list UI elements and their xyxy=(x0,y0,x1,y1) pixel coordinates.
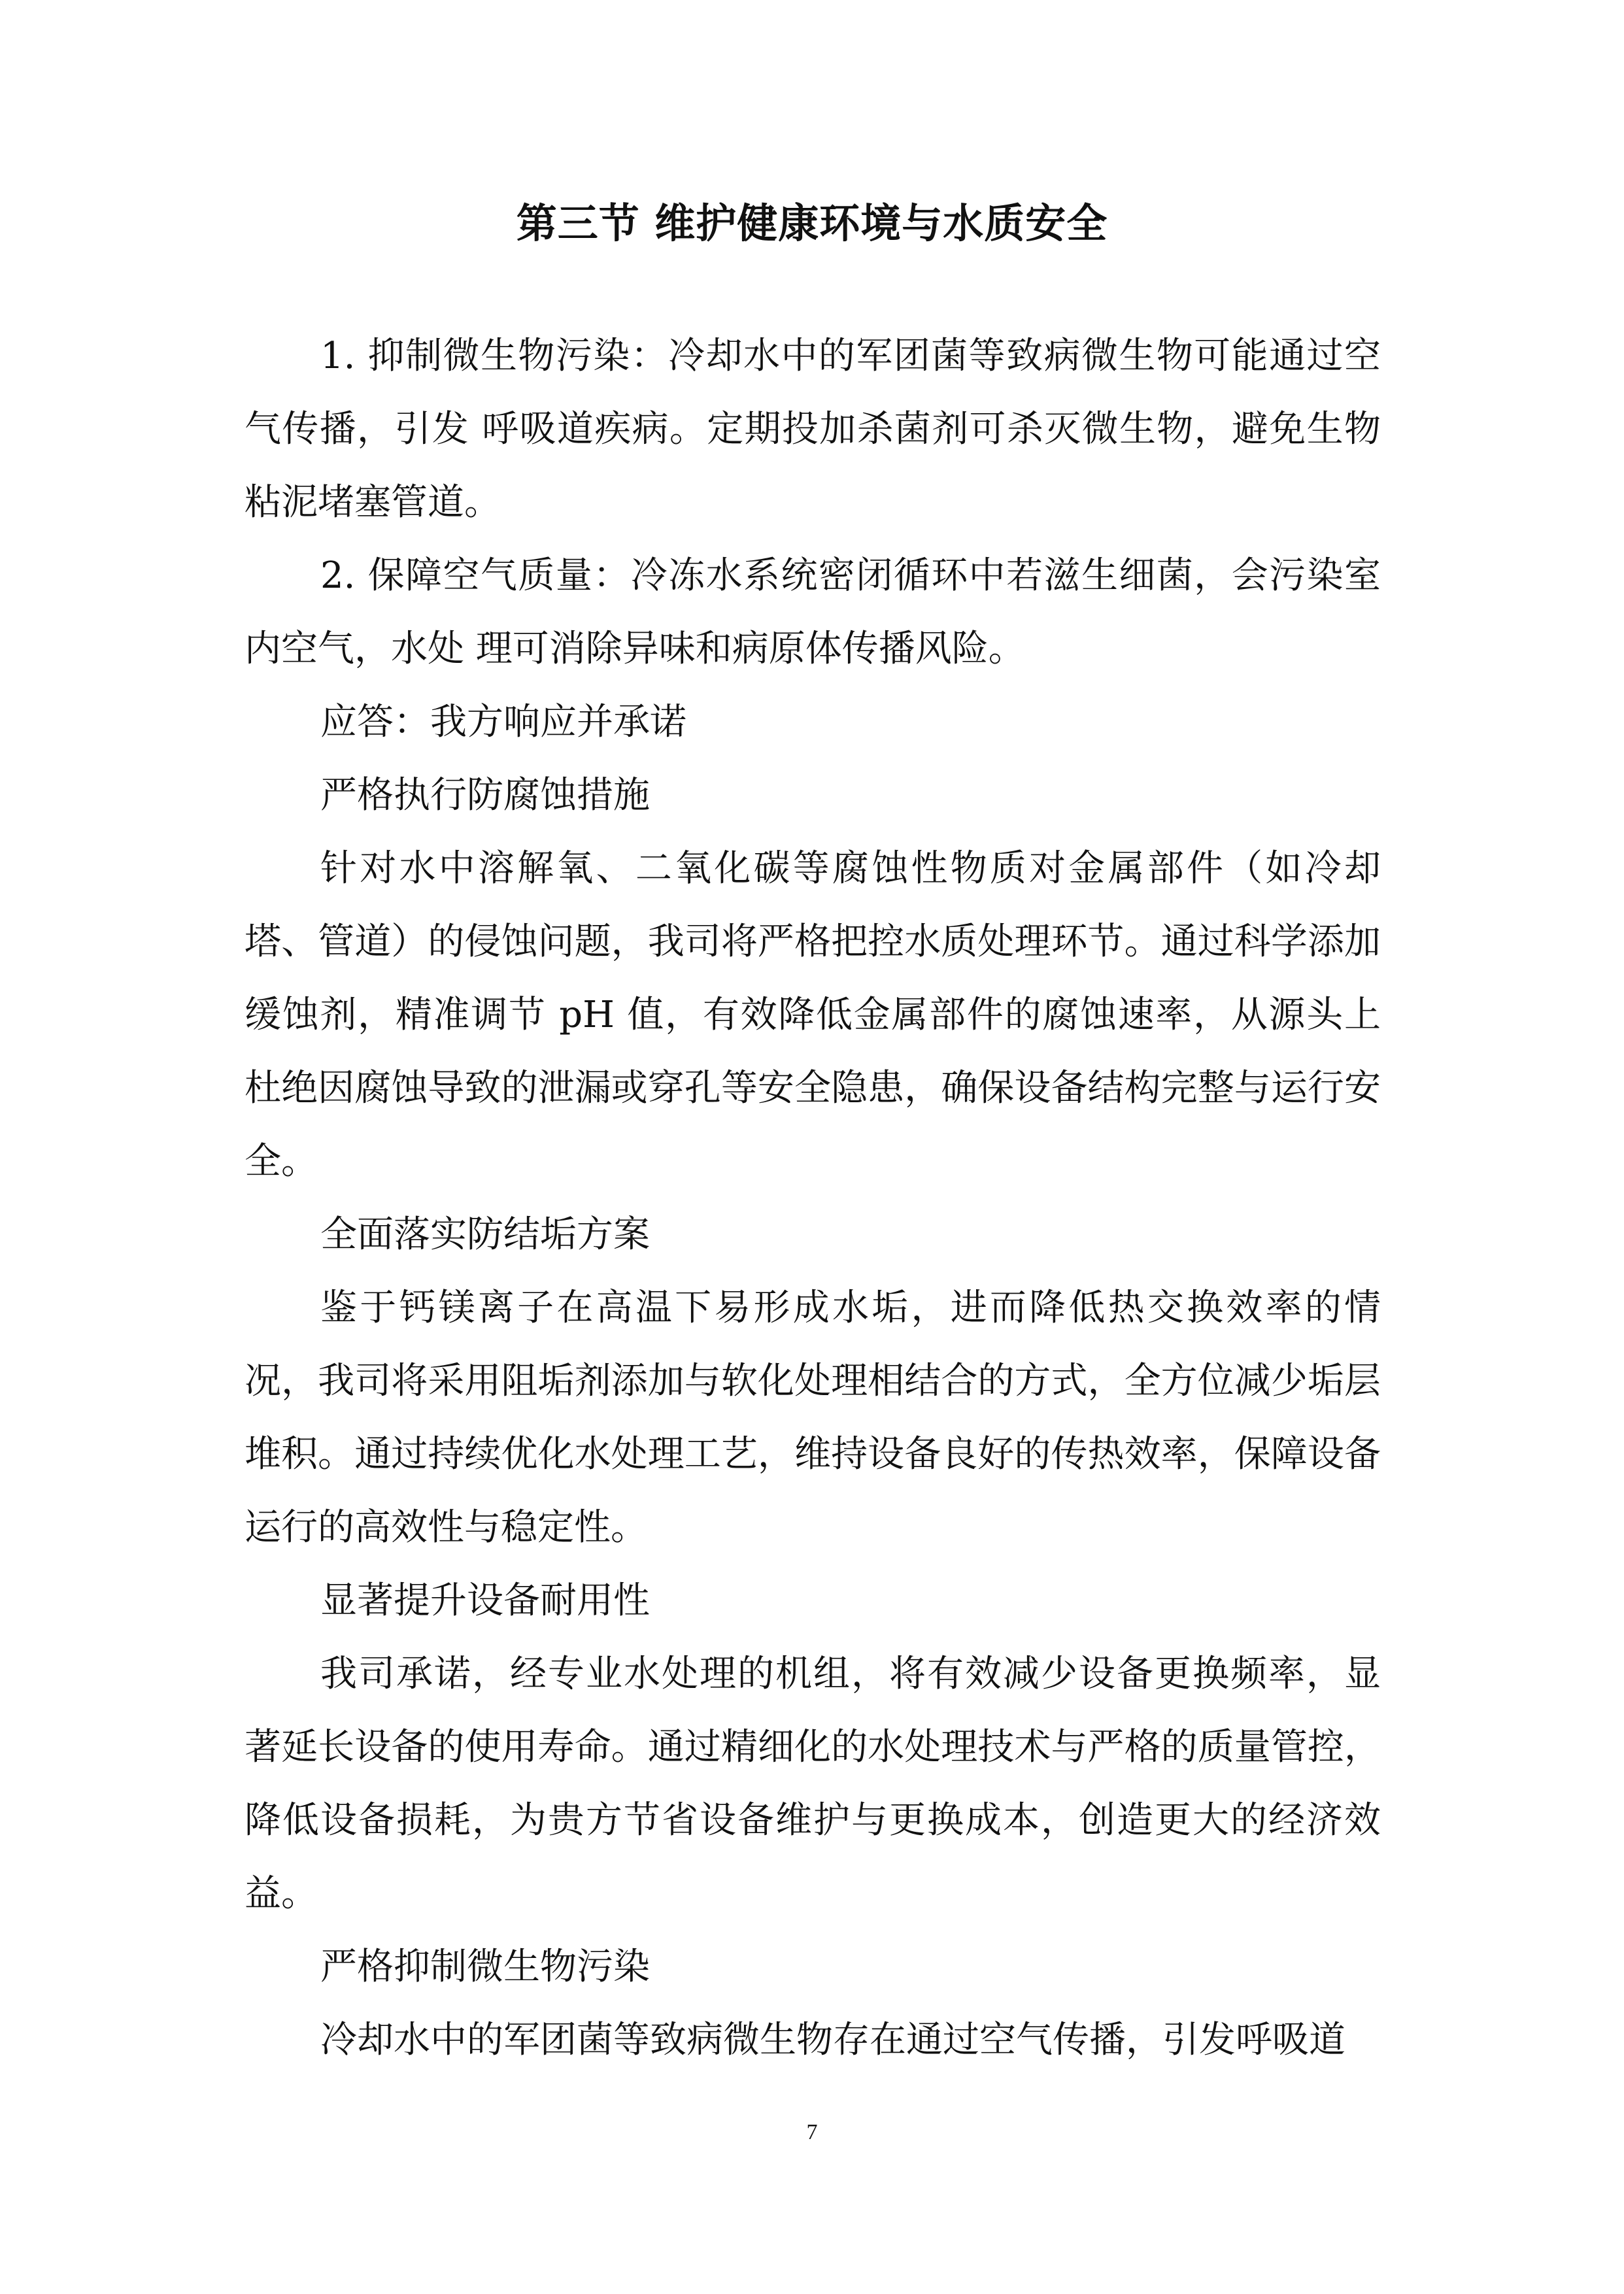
heading-microbe-suppression: 严格抑制微生物污染 xyxy=(320,1946,650,1988)
heading-anti-corrosion: 严格执行防腐蚀措施 xyxy=(320,774,650,817)
paragraph-durability: 我司承诺，经专业水处理的机组，将有效减少设备更换频率，显著延长设备的使用寿命。通过精细化的水处理技术与严格的质量管控，降低设备损耗，为贵方节省设备维护与更换成本，创造更大的经济效益。 xyxy=(245,1653,1381,1915)
page-title: 第三节 维护健康环境与水质安全 xyxy=(516,199,1108,247)
paragraph-microbe-suppression: 冷却水中的军团菌等致病微生物存在通过空气传播，引发呼吸道 xyxy=(320,2019,1345,2061)
page-number: 7 xyxy=(806,2120,818,2144)
heading-durability: 显著提升设备耐用性 xyxy=(320,1579,650,1622)
heading-anti-scaling: 全面落实防结垢方案 xyxy=(320,1213,650,1256)
document-body xyxy=(245,320,1381,2077)
paragraph-air-quality: 2. 保障空气质量：冷冻水系统密闭循环中若滋生细菌，会污染室内空气，水处 理可消除异味和病原体传播风险。 xyxy=(245,554,1381,670)
paragraph-microbe-control: 1. 抑制微生物污染：冷却水中的军团菌等致病微生物可能通过空气传播，引发 呼吸道疾病。定期投加杀菌剂可杀灭微生物，避免生物粘泥堵塞管道。 xyxy=(245,335,1381,524)
paragraph-anti-corrosion: 针对水中溶解氧、二氧化碳等腐蚀性物质对金属部件（如冷却塔、管道）的侵蚀问题，我司将严格把控水质处理环节。通过科学添加缓蚀剂，精准调节 pH 值，有效降低金属部件的腐蚀速率，从源头上杜绝因腐蚀导致的泄漏或穿孔等安全隐患，确保设备结构完整与运行安全。 xyxy=(245,847,1381,1183)
paragraph-response: 应答：我方响应并承诺 xyxy=(320,701,686,743)
paragraph-anti-scaling: 鉴于钙镁离子在高温下易形成水垢，进而降低热交换效率的情况，我司将采用阻垢剂添加与软化处理相结合的方式，全方位减少垢层堆积。通过持续优化水处理工艺，维持设备良好的传热效率，保障设备运行的高效性与稳定性。 xyxy=(245,1287,1381,1549)
